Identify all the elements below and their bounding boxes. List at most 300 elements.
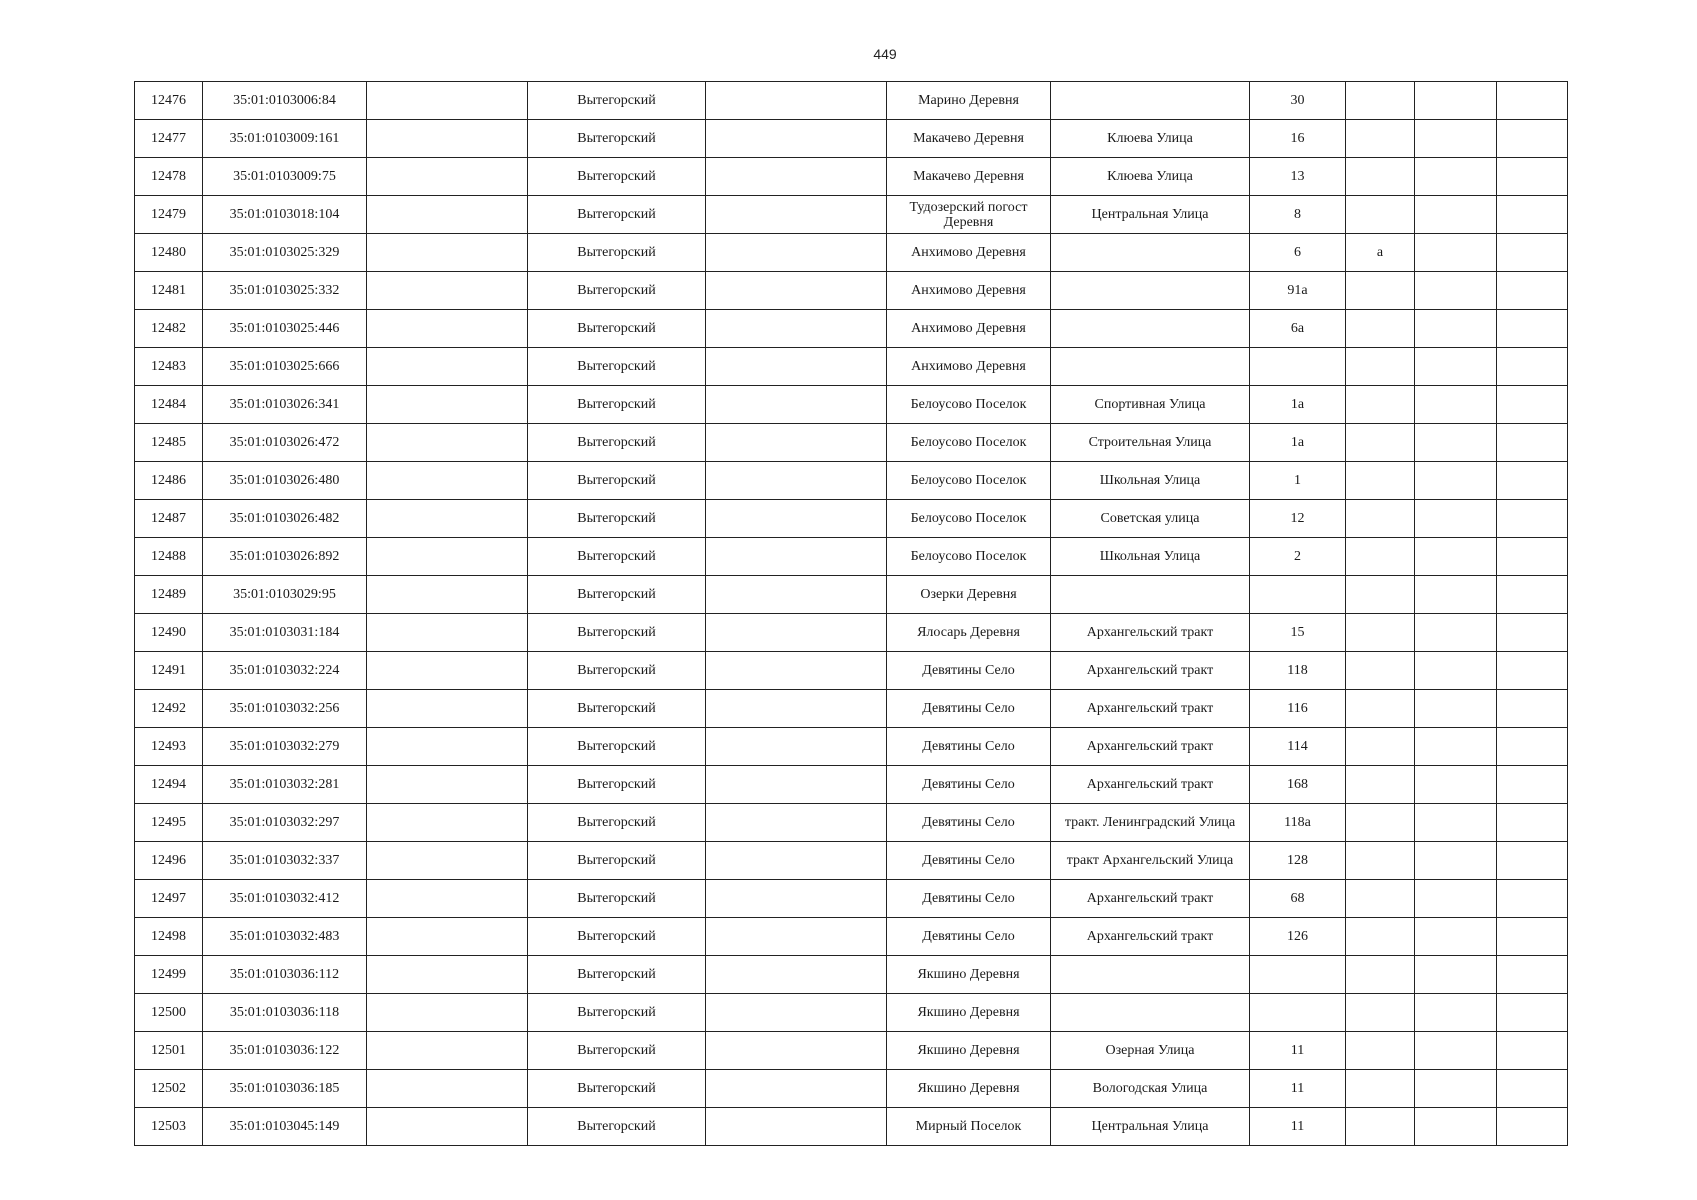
building-letter-cell <box>1346 804 1415 842</box>
row-number-cell: 12487 <box>135 500 203 538</box>
row-number-cell: 12480 <box>135 234 203 272</box>
empty-cell <box>1497 956 1568 994</box>
building-letter-cell <box>1346 538 1415 576</box>
locality-cell: Ялосарь Деревня <box>887 614 1051 652</box>
empty-cell <box>367 576 528 614</box>
empty-cell <box>706 842 887 880</box>
locality-cell: Девятины Село <box>887 766 1051 804</box>
table-row <box>135 196 1568 234</box>
district-cell: Вытегорский <box>528 272 706 310</box>
street-cell: Архангельский тракт <box>1051 766 1250 804</box>
house-number-cell: 8 <box>1250 196 1346 234</box>
empty-cell <box>1497 804 1568 842</box>
row-number-cell: 12490 <box>135 614 203 652</box>
empty-cell <box>367 234 528 272</box>
locality-cell: Анхимово Деревня <box>887 310 1051 348</box>
district-cell: Вытегорский <box>528 614 706 652</box>
table-row <box>135 576 1568 614</box>
table-row <box>135 766 1568 804</box>
cadastral-number-cell: 35:01:0103032:412 <box>203 880 367 918</box>
cadastral-number-cell: 35:01:0103026:472 <box>203 424 367 462</box>
empty-cell <box>1415 690 1497 728</box>
district-cell: Вытегорский <box>528 386 706 424</box>
empty-cell <box>1415 576 1497 614</box>
empty-cell <box>1415 348 1497 386</box>
empty-cell <box>1497 766 1568 804</box>
empty-cell <box>1497 842 1568 880</box>
empty-cell <box>1497 386 1568 424</box>
empty-cell <box>706 652 887 690</box>
empty-cell <box>1415 918 1497 956</box>
locality-cell: Девятины Село <box>887 652 1051 690</box>
building-letter-cell <box>1346 310 1415 348</box>
row-number-cell: 12488 <box>135 538 203 576</box>
locality-cell: Мирный Поселок <box>887 1108 1051 1146</box>
building-letter-cell <box>1346 690 1415 728</box>
street-cell: тракт. Ленинградский Улица <box>1051 804 1250 842</box>
empty-cell <box>1415 310 1497 348</box>
empty-cell <box>706 82 887 120</box>
cadastral-number-cell: 35:01:0103045:149 <box>203 1108 367 1146</box>
empty-cell <box>706 728 887 766</box>
table-row <box>135 348 1568 386</box>
house-number-cell: 114 <box>1250 728 1346 766</box>
empty-cell <box>706 196 887 234</box>
empty-cell <box>1497 234 1568 272</box>
district-cell: Вытегорский <box>528 918 706 956</box>
table-row <box>135 1032 1568 1070</box>
registry-body <box>135 82 1568 1146</box>
district-cell: Вытегорский <box>528 120 706 158</box>
empty-cell <box>1497 652 1568 690</box>
empty-cell <box>1497 918 1568 956</box>
empty-cell <box>1497 690 1568 728</box>
empty-cell <box>706 158 887 196</box>
empty-cell <box>367 82 528 120</box>
street-cell: Спортивная Улица <box>1051 386 1250 424</box>
locality-cell: Белоусово Поселок <box>887 538 1051 576</box>
street-cell <box>1051 576 1250 614</box>
locality-cell: Анхимово Деревня <box>887 234 1051 272</box>
locality-cell: Девятины Село <box>887 728 1051 766</box>
empty-cell <box>1497 424 1568 462</box>
empty-cell <box>1415 462 1497 500</box>
empty-cell <box>706 1108 887 1146</box>
empty-cell <box>1415 1108 1497 1146</box>
cadastral-number-cell: 35:01:0103025:329 <box>203 234 367 272</box>
locality-cell: Анхимово Деревня <box>887 272 1051 310</box>
street-cell: Архангельский тракт <box>1051 690 1250 728</box>
table-row <box>135 272 1568 310</box>
table-row <box>135 462 1568 500</box>
empty-cell <box>706 120 887 158</box>
cadastral-number-cell: 35:01:0103026:892 <box>203 538 367 576</box>
locality-cell: Белоусово Поселок <box>887 424 1051 462</box>
district-cell: Вытегорский <box>528 310 706 348</box>
district-cell: Вытегорский <box>528 234 706 272</box>
empty-cell <box>1497 158 1568 196</box>
empty-cell <box>706 462 887 500</box>
empty-cell <box>1415 424 1497 462</box>
cadastral-number-cell: 35:01:0103025:332 <box>203 272 367 310</box>
table-row <box>135 652 1568 690</box>
locality-cell: Марино Деревня <box>887 82 1051 120</box>
house-number-cell: 118 <box>1250 652 1346 690</box>
locality-cell: Якшино Деревня <box>887 994 1051 1032</box>
street-cell <box>1051 82 1250 120</box>
empty-cell <box>1497 500 1568 538</box>
building-letter-cell <box>1346 196 1415 234</box>
row-number-cell: 12496 <box>135 842 203 880</box>
district-cell: Вытегорский <box>528 158 706 196</box>
empty-cell <box>1415 728 1497 766</box>
empty-cell <box>1415 196 1497 234</box>
empty-cell <box>1415 1070 1497 1108</box>
street-cell: Архангельский тракт <box>1051 652 1250 690</box>
empty-cell <box>1497 538 1568 576</box>
empty-cell <box>1497 880 1568 918</box>
locality-cell: Макачево Деревня <box>887 120 1051 158</box>
empty-cell <box>706 500 887 538</box>
empty-cell <box>367 804 528 842</box>
empty-cell <box>367 120 528 158</box>
house-number-cell <box>1250 956 1346 994</box>
district-cell: Вытегорский <box>528 728 706 766</box>
empty-cell <box>367 994 528 1032</box>
address-registry-table <box>134 81 1568 1146</box>
empty-cell <box>1415 880 1497 918</box>
cadastral-number-cell: 35:01:0103026:341 <box>203 386 367 424</box>
empty-cell <box>706 1070 887 1108</box>
house-number-cell: 30 <box>1250 82 1346 120</box>
street-cell: Строительная Улица <box>1051 424 1250 462</box>
table-row <box>135 994 1568 1032</box>
empty-cell <box>367 1032 528 1070</box>
empty-cell <box>1497 196 1568 234</box>
house-number-cell: 168 <box>1250 766 1346 804</box>
cadastral-number-cell: 35:01:0103009:161 <box>203 120 367 158</box>
building-letter-cell <box>1346 272 1415 310</box>
empty-cell <box>367 196 528 234</box>
cadastral-number-cell: 35:01:0103029:95 <box>203 576 367 614</box>
empty-cell <box>1415 994 1497 1032</box>
empty-cell <box>706 1032 887 1070</box>
district-cell: Вытегорский <box>528 766 706 804</box>
locality-cell: Якшино Деревня <box>887 956 1051 994</box>
district-cell: Вытегорский <box>528 82 706 120</box>
locality-cell: Девятины Село <box>887 842 1051 880</box>
house-number-cell: 68 <box>1250 880 1346 918</box>
table-row <box>135 500 1568 538</box>
empty-cell <box>706 386 887 424</box>
locality-cell: Якшино Деревня <box>887 1070 1051 1108</box>
street-cell: Центральная Улица <box>1051 196 1250 234</box>
cadastral-number-cell: 35:01:0103036:112 <box>203 956 367 994</box>
cadastral-number-cell: 35:01:0103006:84 <box>203 82 367 120</box>
building-letter-cell <box>1346 842 1415 880</box>
house-number-cell: 1а <box>1250 424 1346 462</box>
empty-cell <box>1415 614 1497 652</box>
district-cell: Вытегорский <box>528 880 706 918</box>
empty-cell <box>706 348 887 386</box>
empty-cell <box>367 918 528 956</box>
building-letter-cell: а <box>1346 234 1415 272</box>
building-letter-cell <box>1346 576 1415 614</box>
cadastral-number-cell: 35:01:0103025:666 <box>203 348 367 386</box>
empty-cell <box>706 690 887 728</box>
cadastral-number-cell: 35:01:0103032:279 <box>203 728 367 766</box>
locality-cell: Девятины Село <box>887 880 1051 918</box>
empty-cell <box>1415 842 1497 880</box>
locality-cell: Анхимово Деревня <box>887 348 1051 386</box>
house-number-cell: 1а <box>1250 386 1346 424</box>
empty-cell <box>367 310 528 348</box>
cadastral-number-cell: 35:01:0103031:184 <box>203 614 367 652</box>
row-number-cell: 12492 <box>135 690 203 728</box>
street-cell: Школьная Улица <box>1051 462 1250 500</box>
empty-cell <box>1497 1070 1568 1108</box>
table-row <box>135 1070 1568 1108</box>
empty-cell <box>706 538 887 576</box>
empty-cell <box>1415 386 1497 424</box>
table-row <box>135 842 1568 880</box>
empty-cell <box>1497 728 1568 766</box>
district-cell: Вытегорский <box>528 956 706 994</box>
district-cell: Вытегорский <box>528 804 706 842</box>
district-cell: Вытегорский <box>528 994 706 1032</box>
building-letter-cell <box>1346 918 1415 956</box>
row-number-cell: 12482 <box>135 310 203 348</box>
row-number-cell: 12500 <box>135 994 203 1032</box>
building-letter-cell <box>1346 728 1415 766</box>
page-number: 449 <box>873 46 897 62</box>
table-row <box>135 424 1568 462</box>
empty-cell <box>1415 1032 1497 1070</box>
house-number-cell: 16 <box>1250 120 1346 158</box>
district-cell: Вытегорский <box>528 1108 706 1146</box>
building-letter-cell <box>1346 348 1415 386</box>
locality-cell: Макачево Деревня <box>887 158 1051 196</box>
empty-cell <box>1415 234 1497 272</box>
cadastral-number-cell: 35:01:0103009:75 <box>203 158 367 196</box>
row-number-cell: 12477 <box>135 120 203 158</box>
cadastral-number-cell: 35:01:0103032:483 <box>203 918 367 956</box>
empty-cell <box>1415 500 1497 538</box>
building-letter-cell <box>1346 120 1415 158</box>
empty-cell <box>367 652 528 690</box>
street-cell: Озерная Улица <box>1051 1032 1250 1070</box>
street-cell: Клюева Улица <box>1051 158 1250 196</box>
empty-cell <box>367 462 528 500</box>
street-cell: Архангельский тракт <box>1051 880 1250 918</box>
street-cell <box>1051 348 1250 386</box>
empty-cell <box>1415 82 1497 120</box>
empty-cell <box>367 538 528 576</box>
empty-cell <box>367 424 528 462</box>
empty-cell <box>1415 272 1497 310</box>
empty-cell <box>1497 576 1568 614</box>
row-number-cell: 12497 <box>135 880 203 918</box>
house-number-cell: 15 <box>1250 614 1346 652</box>
building-letter-cell <box>1346 652 1415 690</box>
empty-cell <box>1415 766 1497 804</box>
row-number-cell: 12489 <box>135 576 203 614</box>
row-number-cell: 12484 <box>135 386 203 424</box>
building-letter-cell <box>1346 766 1415 804</box>
house-number-cell: 13 <box>1250 158 1346 196</box>
house-number-cell: 128 <box>1250 842 1346 880</box>
row-number-cell: 12479 <box>135 196 203 234</box>
locality-cell: Белоусово Поселок <box>887 462 1051 500</box>
empty-cell <box>1497 1032 1568 1070</box>
empty-cell <box>1497 82 1568 120</box>
locality-cell: Белоусово Поселок <box>887 386 1051 424</box>
empty-cell <box>367 728 528 766</box>
district-cell: Вытегорский <box>528 842 706 880</box>
empty-cell <box>1415 538 1497 576</box>
street-cell <box>1051 956 1250 994</box>
empty-cell <box>367 272 528 310</box>
cadastral-number-cell: 35:01:0103036:185 <box>203 1070 367 1108</box>
empty-cell <box>367 158 528 196</box>
empty-cell <box>1497 994 1568 1032</box>
empty-cell <box>1497 272 1568 310</box>
house-number-cell <box>1250 994 1346 1032</box>
house-number-cell: 116 <box>1250 690 1346 728</box>
house-number-cell: 11 <box>1250 1070 1346 1108</box>
row-number-cell: 12495 <box>135 804 203 842</box>
locality-cell: Белоусово Поселок <box>887 500 1051 538</box>
district-cell: Вытегорский <box>528 652 706 690</box>
table-row <box>135 880 1568 918</box>
row-number-cell: 12481 <box>135 272 203 310</box>
cadastral-number-cell: 35:01:0103026:482 <box>203 500 367 538</box>
building-letter-cell <box>1346 1108 1415 1146</box>
empty-cell <box>367 766 528 804</box>
house-number-cell: 12 <box>1250 500 1346 538</box>
house-number-cell: 6 <box>1250 234 1346 272</box>
cadastral-number-cell: 35:01:0103032:224 <box>203 652 367 690</box>
table-row <box>135 310 1568 348</box>
street-cell <box>1051 310 1250 348</box>
empty-cell <box>706 310 887 348</box>
district-cell: Вытегорский <box>528 348 706 386</box>
row-number-cell: 12499 <box>135 956 203 994</box>
building-letter-cell <box>1346 614 1415 652</box>
building-letter-cell <box>1346 1032 1415 1070</box>
empty-cell <box>706 880 887 918</box>
empty-cell <box>1497 310 1568 348</box>
empty-cell <box>1415 956 1497 994</box>
street-cell: Клюева Улица <box>1051 120 1250 158</box>
locality-cell: Озерки Деревня <box>887 576 1051 614</box>
district-cell: Вытегорский <box>528 576 706 614</box>
empty-cell <box>1497 348 1568 386</box>
cadastral-number-cell: 35:01:0103026:480 <box>203 462 367 500</box>
row-number-cell: 12491 <box>135 652 203 690</box>
row-number-cell: 12493 <box>135 728 203 766</box>
row-number-cell: 12494 <box>135 766 203 804</box>
row-number-cell: 12483 <box>135 348 203 386</box>
house-number-cell: 1 <box>1250 462 1346 500</box>
empty-cell <box>367 956 528 994</box>
empty-cell <box>367 1070 528 1108</box>
row-number-cell: 12476 <box>135 82 203 120</box>
table-row <box>135 804 1568 842</box>
street-cell: Центральная Улица <box>1051 1108 1250 1146</box>
building-letter-cell <box>1346 956 1415 994</box>
table-row <box>135 614 1568 652</box>
empty-cell <box>1497 120 1568 158</box>
house-number-cell: 11 <box>1250 1032 1346 1070</box>
cadastral-number-cell: 35:01:0103036:122 <box>203 1032 367 1070</box>
empty-cell <box>706 994 887 1032</box>
building-letter-cell <box>1346 994 1415 1032</box>
building-letter-cell <box>1346 158 1415 196</box>
row-number-cell: 12501 <box>135 1032 203 1070</box>
empty-cell <box>1497 1108 1568 1146</box>
house-number-cell: 126 <box>1250 918 1346 956</box>
cadastral-number-cell: 35:01:0103025:446 <box>203 310 367 348</box>
house-number-cell: 6а <box>1250 310 1346 348</box>
table-row <box>135 120 1568 158</box>
row-number-cell: 12503 <box>135 1108 203 1146</box>
empty-cell <box>706 918 887 956</box>
empty-cell <box>1415 804 1497 842</box>
building-letter-cell <box>1346 386 1415 424</box>
empty-cell <box>367 842 528 880</box>
house-number-cell <box>1250 348 1346 386</box>
empty-cell <box>1415 158 1497 196</box>
empty-cell <box>367 614 528 652</box>
house-number-cell: 91а <box>1250 272 1346 310</box>
district-cell: Вытегорский <box>528 1032 706 1070</box>
street-cell: Школьная Улица <box>1051 538 1250 576</box>
street-cell: тракт Архангельский Улица <box>1051 842 1250 880</box>
building-letter-cell <box>1346 82 1415 120</box>
district-cell: Вытегорский <box>528 462 706 500</box>
cadastral-number-cell: 35:01:0103032:256 <box>203 690 367 728</box>
house-number-cell: 2 <box>1250 538 1346 576</box>
locality-cell: Девятины Село <box>887 804 1051 842</box>
empty-cell <box>1497 614 1568 652</box>
district-cell: Вытегорский <box>528 196 706 234</box>
street-cell <box>1051 994 1250 1032</box>
cadastral-number-cell: 35:01:0103032:337 <box>203 842 367 880</box>
locality-cell: Девятины Село <box>887 690 1051 728</box>
table-row <box>135 956 1568 994</box>
building-letter-cell <box>1346 424 1415 462</box>
locality-cell: Якшино Деревня <box>887 1032 1051 1070</box>
street-cell <box>1051 234 1250 272</box>
table-row <box>135 918 1568 956</box>
empty-cell <box>367 690 528 728</box>
empty-cell <box>706 804 887 842</box>
street-cell: Архангельский тракт <box>1051 728 1250 766</box>
empty-cell <box>706 766 887 804</box>
empty-cell <box>367 880 528 918</box>
table-row <box>135 728 1568 766</box>
table-row <box>135 82 1568 120</box>
district-cell: Вытегорский <box>528 500 706 538</box>
row-number-cell: 12502 <box>135 1070 203 1108</box>
street-cell <box>1051 272 1250 310</box>
district-cell: Вытегорский <box>528 690 706 728</box>
row-number-cell: 12498 <box>135 918 203 956</box>
empty-cell <box>367 1108 528 1146</box>
table-row <box>135 158 1568 196</box>
empty-cell <box>706 576 887 614</box>
